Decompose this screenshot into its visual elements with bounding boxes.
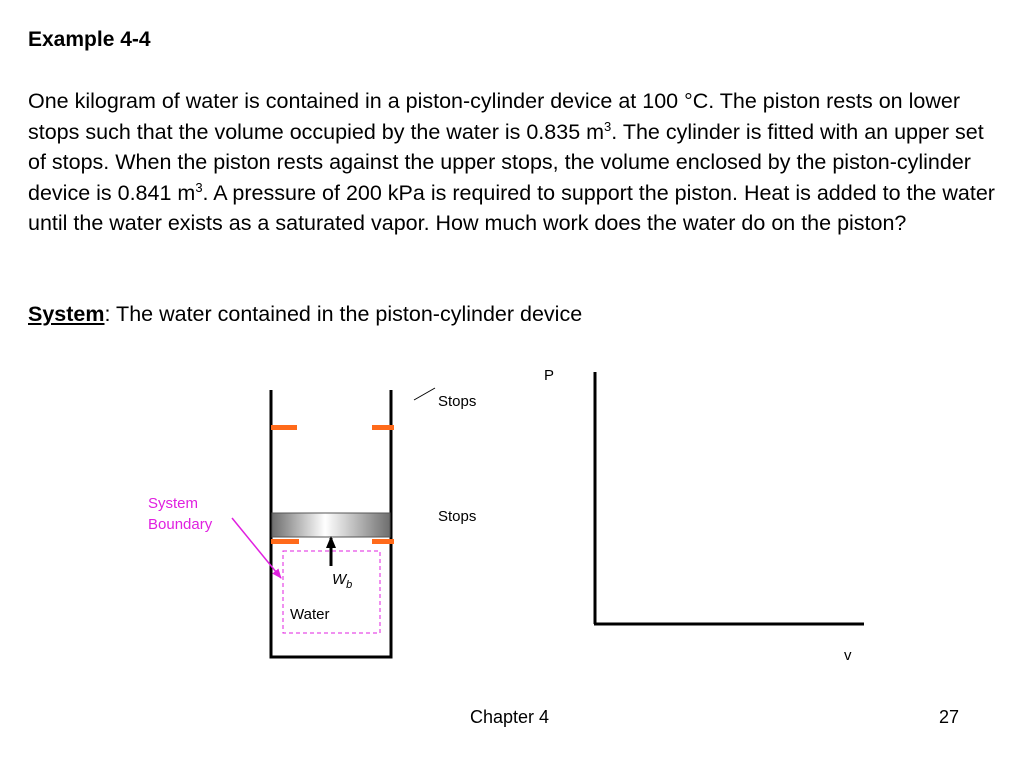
system-statement <box>28 302 582 327</box>
page-number: 27 <box>939 707 960 727</box>
water-label: Water <box>290 606 330 623</box>
upper-stops-label: Stops <box>438 393 477 410</box>
upper-stops-leader <box>414 388 435 400</box>
work-symbol: W <box>332 571 347 588</box>
v-axis-label: v <box>844 647 852 664</box>
problem-text-part3: . A pressure of 200 kPa is required to support the piston. Heat is added to the water until the water exists as a saturated vapor. How much work does the water do on the piston? <box>28 180 995 235</box>
footer-chapter: Chapter 4 <box>470 707 550 727</box>
problem-text-part2: . The cylinder is fitted with an upper set of stops. When the piston rests against the upper stops, the volume enclosed by the piston-cylinder device is 0.841 m <box>28 119 984 205</box>
piston-cylinder-figure <box>0 355 1024 675</box>
problem-text-part1: One kilogram of water is contained in a piston-cylinder device at 100 °C. The piston rests on lower stops such that the volume occupied by the water is 0.835 m <box>28 89 960 144</box>
superscript-2: 3 <box>195 179 203 195</box>
piston <box>272 513 390 537</box>
lower-stop-left <box>271 539 299 544</box>
system-boundary-label-line2: Boundary <box>148 516 213 533</box>
lower-stops-label: Stops <box>438 508 477 525</box>
work-label <box>332 571 352 591</box>
example-title: Example 4-4 <box>28 28 151 51</box>
p-axis-label: P <box>544 367 555 384</box>
work-subscript: b <box>346 579 353 591</box>
lower-stop-right <box>372 539 394 544</box>
system-label: System <box>28 302 105 326</box>
upper-stop-left <box>271 425 297 430</box>
problem-statement <box>28 86 1003 239</box>
system-text: : The water contained in the piston-cylinder device <box>104 302 583 326</box>
superscript-1: 3 <box>604 118 612 134</box>
system-boundary-label-line1: System <box>148 495 199 512</box>
upper-stop-right <box>372 425 394 430</box>
